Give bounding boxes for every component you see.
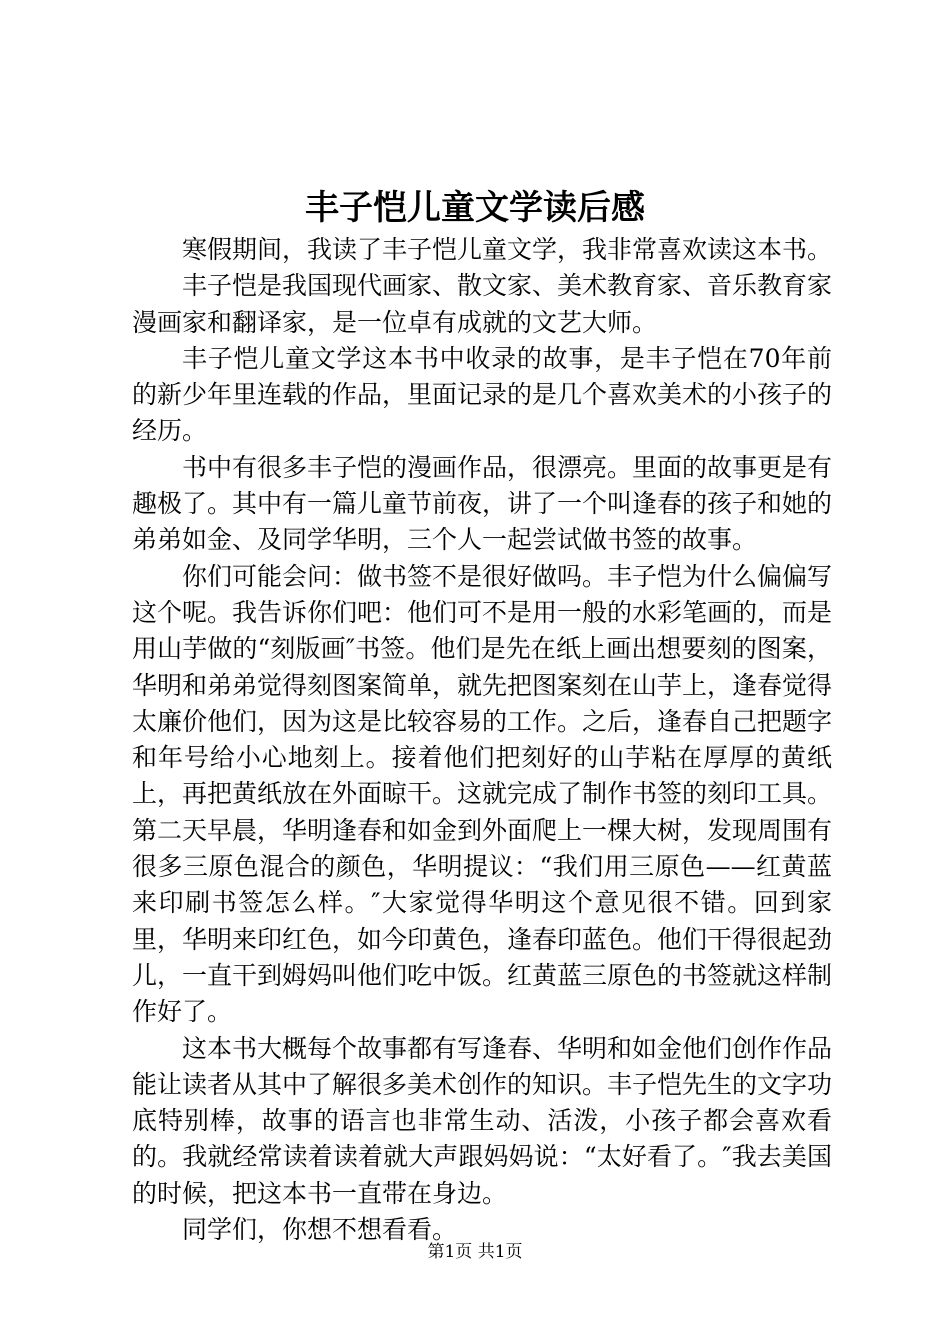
page-footer: 第1页 共1页 bbox=[427, 1242, 523, 1262]
page-title: 丰子恺儿童文学读后感 bbox=[305, 188, 645, 228]
paragraph-4: 书中有很多丰子恺的漫画作品，很漂亮。里面的故事更是有趣极了。其中有一篇儿童节前夜，讲了一个叫逢春的孩子和她的弟弟如金、及同学华明，三个人一起尝试做书签的故事。 bbox=[132, 452, 833, 555]
paragraph-5: 你们可能会问：做书签不是很好做吗。丰子恺为什么偏偏写这个呢。我告诉你们吧：他们可不是用一般的水彩笔画的，而是用山芋做的“刻版画″书签。他们是先在纸上画出想要刻的图案，华明和弟弟觉得刻图案简单，就先把图案刻在山芋上，逢春觉得太廉价他们，因为这是比较容易的工作。之后，逢春自己把题字和年号给小心地刻上。接着他们把刻好的山芋粘在厚厚的黄纸上，再把黄纸放在外面晾干。这就完成了制作书签的刻印工具。第二天早晨，华明逢春和如金到外面爬上一棵大树，发现周围有很多三原色混合的颜色，华明提议：“我们用三原色——红黄蓝来印刷书签怎么样。″大家觉得华明这个意见很不错。回到家里，华明来印红色，如今印黄色，逢春印蓝色。他们干得很起劲儿，一直干到姆妈叫他们吃中饭。红黄蓝三原色的书签就这样制作好了。 bbox=[132, 561, 833, 1027]
paragraph-3: 丰子恺儿童文学这本书中收录的故事，是丰子恺在70年前的新少年里连载的作品，里面记录的是几个喜欢美术的小孩子的经历。 bbox=[132, 343, 833, 446]
document-body bbox=[132, 232, 832, 1248]
paragraph-1: 寒假期间，我读了丰子恺儿童文学，我非常喜欢读这本书。 bbox=[182, 235, 833, 264]
paragraph-2: 丰子恺是我国现代画家、散文家、美术教育家、音乐教育家漫画家和翻译家，是一位卓有成就的文艺大师。 bbox=[132, 271, 833, 337]
paragraph-6: 这本书大概每个故事都有写逢春、华明和如金他们创作作品能让读者从其中了解很多美术创作的知识。丰子恺先生的文字功底特别棒，故事的语言也非常生动、活泼，小孩子都会喜欢看的。我就经常读着读着就大声跟妈妈说：“太好看了。″我去美国的时候，把这本书一直带在身边。 bbox=[132, 1033, 833, 1208]
paragraph-7: 同学们，你想不想看看。 bbox=[182, 1215, 458, 1245]
